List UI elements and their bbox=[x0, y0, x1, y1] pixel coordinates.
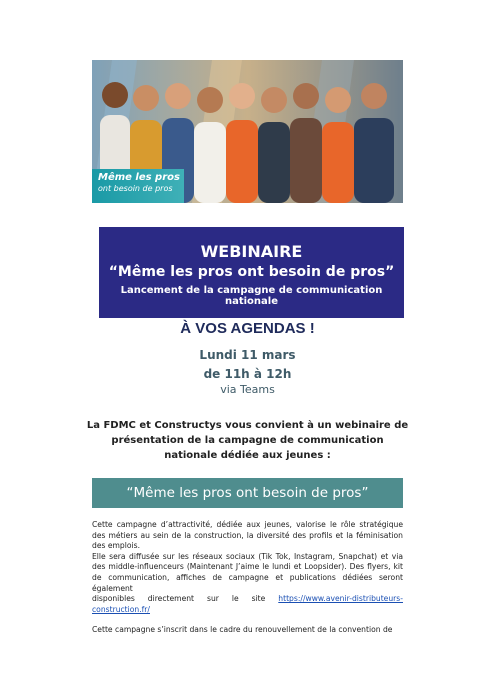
body-word: sur bbox=[207, 594, 219, 604]
body-word: disponibles bbox=[92, 594, 135, 604]
body-text bbox=[92, 520, 403, 636]
intro-text bbox=[0, 418, 495, 463]
body-paragraph-1: Cette campagne d’attractivité, dédiée aux jeunes, valorise le rôle stratégique des métiers au sein de la construction, la diversité des profils et la féminisation des emplois. bbox=[92, 520, 403, 551]
intro-line2: présentation de la campagne de communication bbox=[111, 435, 384, 446]
intro-line1: La FDMC et Constructys vous convient à un webinaire de bbox=[86, 420, 409, 431]
agendas-heading: À VOS AGENDAS ! bbox=[180, 320, 315, 337]
body-paragraph-2: Elle sera diffusée sur les réseaux sociaux (Tik Tok, Instagram, Snapchat) et via des middle-influenceurs (Maintenant J’aime le lundi et Loopsider). Des flyers, kit de communication, affiches de campagne et publications dédiées seront également bbox=[92, 551, 403, 593]
body-word: site bbox=[251, 594, 266, 604]
body-paragraph-3: Cette campagne s’inscrit dans le cadre du renouvellement de la convention de bbox=[92, 625, 393, 635]
intro-line3: nationale dédiée aux jeunes : bbox=[164, 450, 331, 461]
banner-tagline: Lancement de la campagne de communication nationale bbox=[120, 285, 383, 307]
campaign-title-box: “Même les pros ont besoin de pros” bbox=[92, 478, 403, 508]
paragraph-gap bbox=[92, 615, 403, 625]
banner-title: WEBINAIRE bbox=[200, 242, 303, 261]
body-word: le bbox=[231, 594, 239, 604]
body-word: directement bbox=[147, 594, 195, 604]
hero-caption bbox=[92, 169, 184, 203]
event-time: de 11h à 12h bbox=[203, 367, 292, 381]
event-date: Lundi 11 mars bbox=[199, 348, 296, 362]
webinar-banner bbox=[99, 227, 404, 318]
body-link-line bbox=[92, 594, 403, 605]
event-platform: via Teams bbox=[220, 383, 275, 396]
website-link[interactable]: https://www.avenir-distributeurs- bbox=[278, 594, 403, 604]
banner-subtitle: “Même les pros ont besoin de pros” bbox=[108, 264, 395, 280]
hero-caption-line1: Même les pros bbox=[98, 172, 180, 183]
hero-caption-line2: ont besoin de pros bbox=[98, 184, 173, 193]
hero-image bbox=[92, 60, 403, 203]
website-link-continued[interactable]: construction.fr/ bbox=[92, 604, 150, 614]
